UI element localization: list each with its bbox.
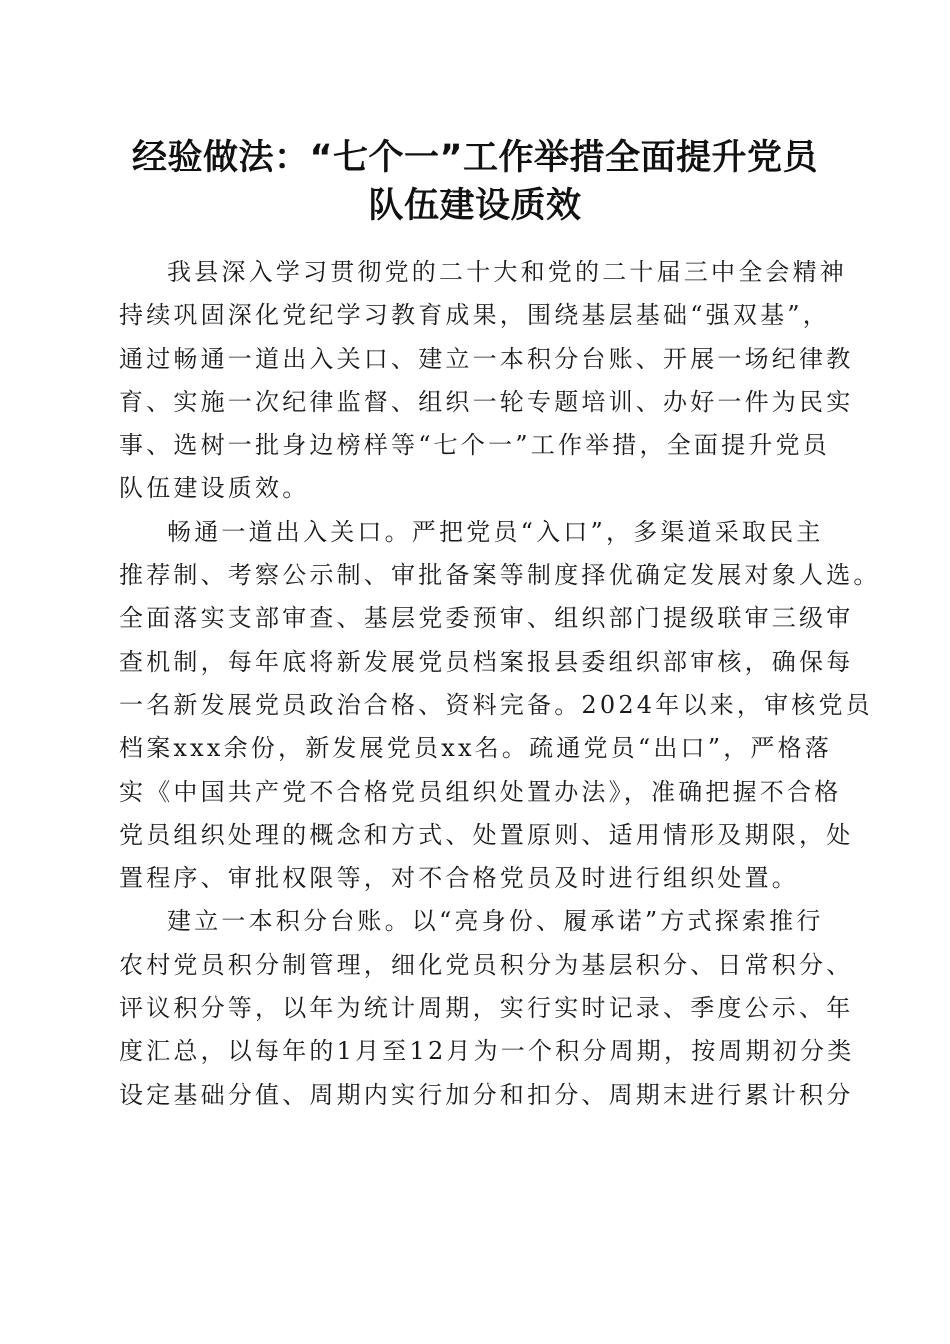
paragraph-line: 档案xxx余份，新发展党员xx名。疏通党员“出口”，严格落 bbox=[119, 734, 833, 763]
paragraph-line: 我县深入学习贯彻党的二十大和党的二十届三中全会精神 bbox=[167, 258, 847, 286]
paragraph-line: 育、实施一次纪律监督、组织一轮专题培训、办好一件为民实 bbox=[119, 387, 854, 416]
paragraph-entry-exit bbox=[119, 511, 881, 901]
document-title bbox=[110, 134, 840, 230]
paragraph-line: 置程序、审批权限等，对不合格党员及时进行组织处置。 bbox=[119, 864, 799, 893]
paragraph-line: 推荐制、考察公示制、审批备案等制度择优确定发展对象人选。 bbox=[119, 561, 881, 590]
paragraph-line: 度汇总，以每年的1月至12月为一个积分周期，按周期初分类 bbox=[119, 1037, 855, 1066]
title-line-1: 经验做法：“七个一”工作举措全面提升党员 bbox=[131, 138, 818, 178]
paragraph-line: 农村党员积分制管理，细化党员积分为基层积分、日常积分、 bbox=[119, 950, 854, 979]
paragraph-line: 查机制，每年底将新发展党员档案报县委组织部审核，确保每 bbox=[119, 647, 854, 676]
paragraph-line: 实《中国共产党不合格党员组织处置办法》，准确把握不合格 bbox=[119, 777, 842, 806]
paragraph-line: 全面落实支部审查、基层党委预审、组织部门提级联审三级审 bbox=[119, 604, 854, 633]
document-body bbox=[119, 251, 881, 1117]
paragraph-intro bbox=[119, 251, 854, 511]
paragraph-line: 设定基础分值、周期内实行加分和扣分、周期末进行累计积分 bbox=[119, 1080, 854, 1109]
paragraph-line: 党员组织处理的概念和方式、处置原则、适用情形及期限，处 bbox=[119, 820, 854, 849]
paragraph-line: 评议积分等，以年为统计周期，实行实时记录、季度公示、年 bbox=[119, 994, 854, 1023]
paragraph-line: 一名新发展党员政治合格、资料完备。2024年以来，审核党员 bbox=[119, 690, 873, 719]
paragraph-line: 队伍建设质效。 bbox=[119, 474, 310, 503]
paragraph-line: 持续巩固深化党纪学习教育成果，围绕基层基础“强双基”， bbox=[119, 301, 830, 330]
paragraph-line: 通过畅通一道出入关口、建立一本积分台账、开展一场纪律教 bbox=[119, 344, 854, 373]
paragraph-points-ledger bbox=[119, 900, 855, 1116]
paragraph-line: 事、选树一批身边榜样等“七个一”工作举措，全面提升党员 bbox=[119, 431, 830, 460]
paragraph-line: 畅通一道出入关口。严把党员“入口”，多渠道采取民主 bbox=[167, 517, 824, 546]
title-line-2: 队伍建设质效 bbox=[368, 186, 582, 226]
paragraph-line: 建立一本积分台账。以“亮身份、履承诺”方式探索推行 bbox=[167, 907, 824, 936]
